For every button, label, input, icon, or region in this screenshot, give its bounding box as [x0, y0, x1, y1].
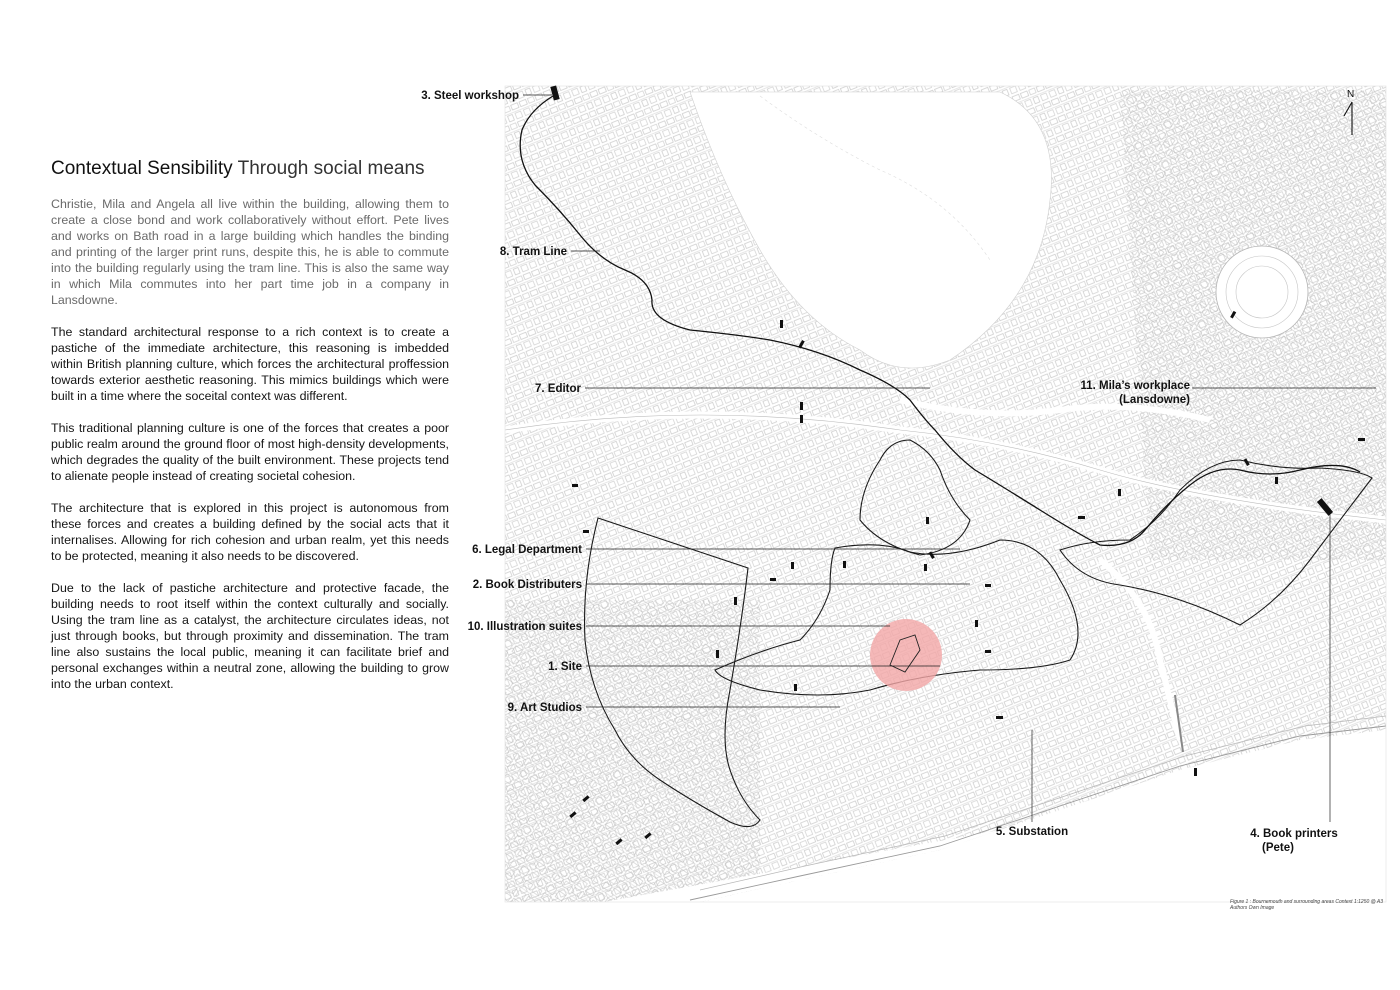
figure-caption-line-2: Authors Own Image: [1230, 905, 1275, 911]
label-milas-workplace-location: (Lansdowne): [1119, 394, 1190, 406]
figure-caption: [1230, 899, 1390, 911]
label-site: 1. Site: [548, 661, 582, 673]
label-substation: 5. Substation: [995, 826, 1069, 838]
site-highlight: [870, 619, 942, 691]
label-book-distributers: 2. Book Distributers: [472, 579, 582, 591]
label-book-printers-person: (Pete): [1262, 842, 1294, 854]
figure-caption-line-1: Figure 1 : Bournemouth and surrounding areas Context 1:1250 @ A3: [1230, 899, 1384, 905]
paragraph-intro: Christie, Mila and Angela all live within the building, allowing them to create a close bond and work collaboratively without effort. Pete lives and works on Bath road in a large building which handles the binding and printing of the larger print runs, despite this, he is able to commute into the building regularly using the tram line. This is also the same way in which Mila commutes into her part time job in a company in Lansdowne.: [51, 197, 449, 307]
label-illustration-suites: 10. Illustration suites: [467, 621, 582, 633]
title-sub: Through social means: [237, 158, 425, 179]
paragraph-planning-culture: This traditional planning culture is one of the forces that creates a poor public realm around the ground floor of most high-density developments, which degrades the quality of the built environment. These projects tend to alienate people instead of creating societal cohesion.: [51, 421, 449, 483]
paragraph-tram-catalyst: Due to the lack of pastiche architecture and protective facade, the building needs to root itself within the context culturally and socially. Using the tram line as a catalyst, the architecture circulates ideas, not just through books, but through proximity and dissemination. The tram line also sustains the local public, meaning it can facilitate brief and personal exchanges within a neutral zone, allowing the building to grow into the urban context.: [51, 581, 449, 691]
label-steel-workshop: 3. Steel workshop: [421, 90, 519, 102]
label-art-studios: 9. Art Studios: [507, 702, 582, 714]
label-tram-line: 8. Tram Line: [499, 246, 567, 258]
north-label: N: [1347, 89, 1355, 100]
label-milas-workplace: 11. Mila’s workplace: [1080, 380, 1190, 392]
label-editor: 7. Editor: [534, 383, 581, 395]
paragraph-autonomous: The architecture that is explored in this project is autonomous from these forces and creates a building defined by the social acts that it internalises. Allowing for rich cohesion and urban realm, yet this needs to be protected, meaning it also needs to be discovered.: [51, 501, 449, 563]
paragraph-pastiche: The standard architectural response to a rich context is to create a pastiche of the immediate architecture, this reasoning is imbedded within British planning culture, which forces the architectural proffession towards exterior aesthetic reasoning. This mimics buildings which were built in a time where the soceital context was different.: [51, 325, 449, 403]
title-main: Contextual Sensibility: [51, 158, 233, 179]
label-legal-department: 6. Legal Department: [472, 544, 582, 556]
map-base: [505, 86, 1386, 920]
label-book-printers: 4. Book printers: [1250, 828, 1338, 840]
